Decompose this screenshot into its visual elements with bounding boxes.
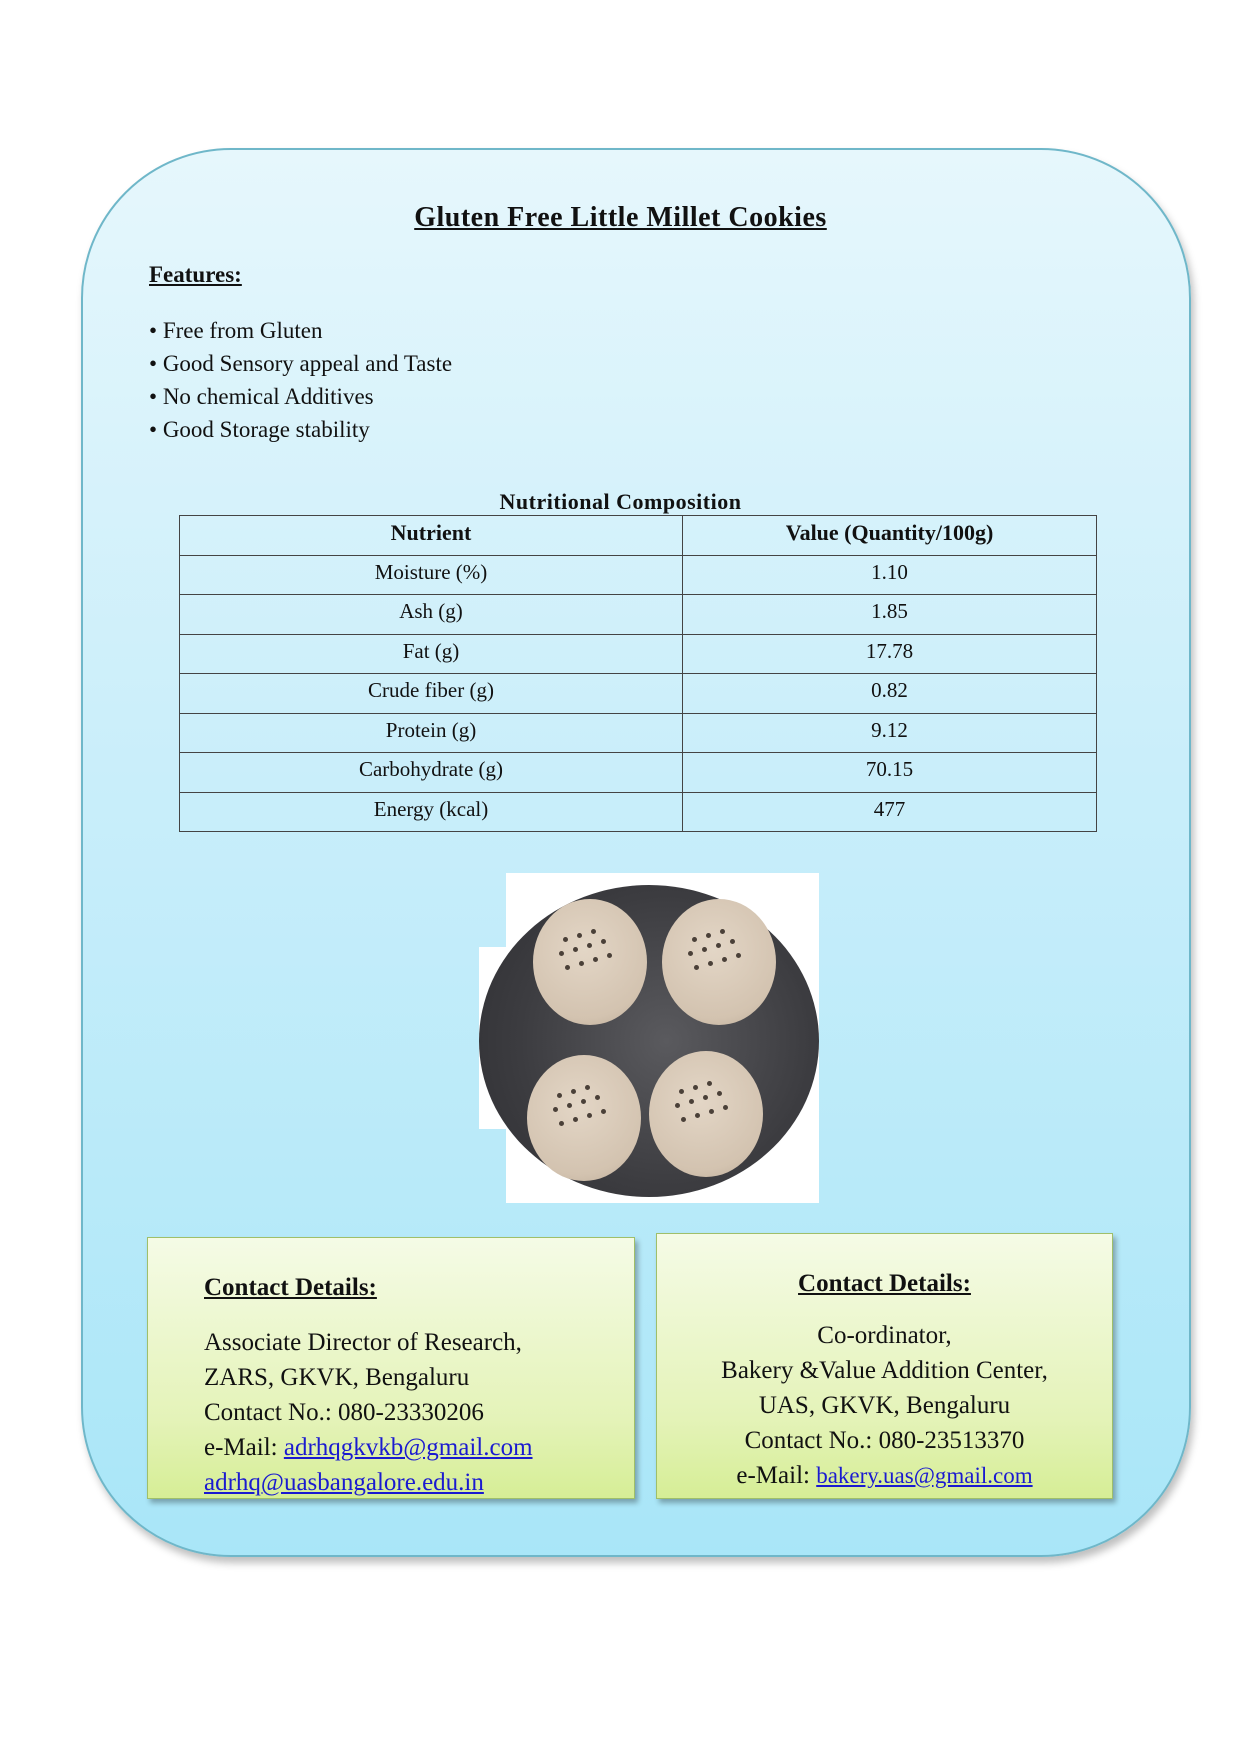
cookie-dot [695, 1113, 700, 1118]
table-row [180, 713, 1097, 753]
cookie-dot [706, 933, 711, 938]
cookie-dot [559, 951, 564, 956]
features-list [149, 314, 452, 446]
cookie-dot [553, 1107, 558, 1112]
nutrient-cell: Crude fiber (g) [180, 674, 683, 714]
cookie-dot [692, 937, 697, 942]
value-cell: 1.85 [683, 595, 1097, 635]
nutrient-cell: Protein (g) [180, 713, 683, 753]
cookie-dot [601, 1109, 606, 1114]
cookie-dot [681, 1117, 686, 1122]
plate [479, 885, 819, 1197]
cookie-dot [559, 1121, 564, 1126]
cookie-dot [722, 957, 727, 962]
email-link-secondary[interactable]: adrhq@uasbangalore.edu.in [204, 1469, 484, 1496]
cookie-dot [579, 961, 584, 966]
contact-line: Bakery &Value Addition Center, [721, 1357, 1048, 1384]
contact-email-row [657, 1458, 1112, 1493]
value-cell: 17.78 [683, 634, 1097, 674]
cookie-dot [707, 1081, 712, 1086]
cookie-dot [693, 1085, 698, 1090]
cookie-dot [736, 953, 741, 958]
feature-item: • Good Storage stability [149, 413, 452, 446]
table-row [180, 674, 1097, 714]
cookie-dot [688, 951, 693, 956]
cookie-dot [679, 1089, 684, 1094]
table-row [180, 555, 1097, 595]
feature-item: • No chemical Additives [149, 380, 452, 413]
cookie-dot [563, 937, 568, 942]
cookie-dot [717, 1091, 722, 1096]
contact-line: UAS, GKVK, Bengaluru [758, 1392, 1011, 1419]
cookies-photo-icon [479, 873, 819, 1203]
email-label: e-Mail: [736, 1462, 817, 1489]
page-title: Gluten Free Little Millet Cookies [414, 202, 827, 233]
cookie-dot [703, 1095, 708, 1100]
value-cell: 70.15 [683, 753, 1097, 793]
cookie-dot [595, 1095, 600, 1100]
cookie-dot [571, 1089, 576, 1094]
email-link[interactable]: adrhqgkvkb@gmail.com [283, 1434, 533, 1461]
value-cell: 0.82 [683, 674, 1097, 714]
table-header-row [180, 516, 1097, 556]
contact-line: Co-ordinator, [817, 1322, 952, 1349]
table-row [180, 595, 1097, 635]
value-cell: 9.12 [683, 713, 1097, 753]
nutrient-cell: Energy (kcal) [180, 792, 683, 832]
cookie-dot [694, 965, 699, 970]
features-heading: Features: [149, 262, 242, 287]
nutrition-table [179, 515, 1097, 832]
cookie-dot [557, 1093, 562, 1098]
column-header-value: Value (Quantity/100g) [683, 516, 1097, 556]
cookie [649, 1051, 763, 1177]
cookie-dot [689, 1099, 694, 1104]
cookie-dot [708, 961, 713, 966]
contact-heading: Contact Details: [204, 1274, 377, 1301]
nutrient-cell: Fat (g) [180, 634, 683, 674]
email-label: e-Mail: [204, 1434, 284, 1461]
cookie-dot [716, 943, 721, 948]
feature-item: • Free from Gluten [149, 314, 452, 347]
cookie-dot [675, 1103, 680, 1108]
cookie-dot [587, 1113, 592, 1118]
cookie-dot [591, 929, 596, 934]
cookie-dot [565, 965, 570, 970]
value-cell: 477 [683, 792, 1097, 832]
email-link[interactable]: bakery.uas@gmail.com [816, 1463, 1033, 1488]
nutrient-cell: Carbohydrate (g) [180, 753, 683, 793]
cookie [533, 899, 647, 1025]
contact-box-bakery [656, 1233, 1113, 1499]
cookie-dot [709, 1109, 714, 1114]
table-row [180, 792, 1097, 832]
contact-line: Associate Director of Research, [204, 1329, 522, 1356]
table-row [180, 634, 1097, 674]
cookie-dot [723, 1105, 728, 1110]
contact-phone: Contact No.: 080-23330206 [204, 1399, 484, 1426]
table-caption: Nutritional Composition [499, 489, 742, 514]
cookie [527, 1055, 641, 1181]
cookie-dot [573, 1117, 578, 1122]
contact-phone: Contact No.: 080-23513370 [744, 1427, 1025, 1454]
cookie-dot [585, 1085, 590, 1090]
feature-item: • Good Sensory appeal and Taste [149, 347, 452, 380]
cookie-dot [587, 943, 592, 948]
cookie-dot [593, 957, 598, 962]
cookie [662, 899, 776, 1025]
cookie-dot [607, 953, 612, 958]
contact-email-row [204, 1430, 533, 1465]
contact-heading: Contact Details: [798, 1270, 971, 1297]
contact-line: ZARS, GKVK, Bengaluru [204, 1364, 470, 1391]
value-cell: 1.10 [683, 555, 1097, 595]
cookie-dot [573, 947, 578, 952]
nutrient-cell: Ash (g) [180, 595, 683, 635]
cookie-dot [601, 939, 606, 944]
cookie-dot [581, 1099, 586, 1104]
cookie-dot [577, 933, 582, 938]
cookie-dot [567, 1103, 572, 1108]
table-row [180, 753, 1097, 793]
cookie-dot [720, 929, 725, 934]
cookie-dot [730, 939, 735, 944]
cookie-dot [702, 947, 707, 952]
nutrient-cell: Moisture (%) [180, 555, 683, 595]
contact-box-research [147, 1237, 635, 1499]
column-header-nutrient: Nutrient [180, 516, 683, 556]
